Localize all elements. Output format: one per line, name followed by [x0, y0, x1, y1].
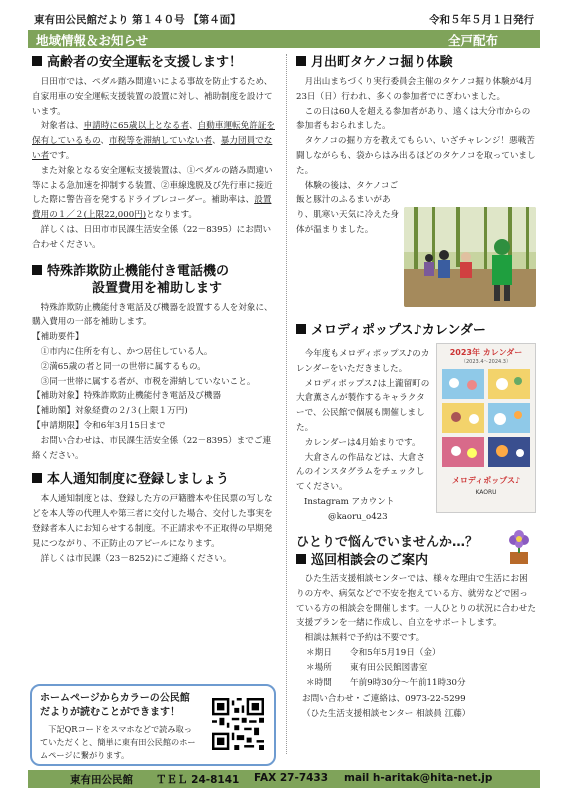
phone-article — [32, 263, 276, 464]
footer-mail[interactable]: mail h-aritak@hita-net.jp — [344, 772, 493, 784]
qr-code[interactable] — [212, 698, 264, 750]
homepage-title-1: ホームページからカラーの公民館 — [40, 693, 190, 704]
flower-icon — [502, 530, 536, 564]
schedule-time: ＊時間 午前9時30分～午前11時30分 — [306, 677, 466, 688]
phone-target: 【補助対象】特殊詐欺防止機能付き電話及び機器 — [32, 391, 222, 402]
safety-p1: 日田市では、ペダル踏み間違いによる事故を防止するため、自家用車の安全運転支援装置の設置に対し、補助制度を設けています。 — [32, 77, 273, 117]
safety-p4: 詳しくは、日田市市民課生活安全係（22－8395）にお問い合わせください。 — [32, 224, 272, 250]
footer-fax: FAX 27-7433 — [254, 772, 329, 784]
phone-amount: 【補助額】対象経費の２/３(上限１万円) — [32, 406, 188, 417]
safety-p3: また対象となる安全運転支援装置は、①ペダルの踏み間違い等による急加速を抑制する装置、②車線逸脱及び先行車に接近した際に警告音を発するドライブレコーダー。補助率は、設置費用の１／２(上限22,000円)となります。 — [32, 165, 273, 221]
calendar-range: （2023.4～2024.3） — [461, 359, 511, 365]
melody-p3: カレンダーは4月始まりです。 — [304, 437, 421, 448]
homepage-desc: 下記QRコードをスマホなどで読み取っていただくと、簡単に東有田公民館のホームページに繋がります。 — [40, 724, 196, 760]
bullet-square-icon — [32, 265, 42, 275]
safety-article — [32, 54, 276, 253]
page-footer — [28, 770, 540, 788]
page-header — [34, 12, 534, 28]
phone-req-2: ②満65歳の者と同一の世帯に属するもの。 — [40, 361, 206, 372]
section-title: 地域情報＆お知らせ — [36, 33, 149, 48]
footer-name: 東有田公民館 — [70, 774, 133, 786]
bullet-square-icon — [32, 56, 42, 66]
footer-tel: ＴＥＬ 24-8141 — [156, 774, 240, 786]
phone-req-label: 【補助要件】 — [32, 332, 84, 343]
homepage-box — [30, 684, 276, 766]
left-column — [32, 54, 276, 566]
notice-article — [32, 471, 276, 566]
calendar-author: KAORU — [475, 489, 497, 496]
schedule-date: ＊期日 令和5年5月19日（金） — [306, 647, 441, 658]
calendar-image — [436, 343, 536, 513]
melody-p1: 今年度もメロディポップス♪のカレンダーをいただきました。 — [296, 349, 430, 374]
consult-p2: 相談は無料で予約は不要です。 — [304, 633, 425, 644]
consult-title: 巡回相談会のご案内 — [296, 552, 536, 569]
phone-contact: お問い合わせは、市民課生活安全係（22－8395）までご連絡ください。 — [32, 435, 272, 461]
melody-p4: 大倉さんの作品などは、大倉さんのインスタグラムをチェックしてください。 — [296, 452, 425, 493]
calendar-illustrations — [442, 369, 530, 469]
bullet-square-icon — [296, 324, 306, 334]
consult-heading: ひとりで悩んでいませんか…？ — [296, 535, 479, 550]
bullet-square-icon — [296, 56, 306, 66]
calendar-brand: メロディポップス♪ — [451, 476, 521, 485]
bamboo-p1: 月出山まちづくり実行委員会主催のタケノコ掘り体験が4月23日（日）行われ、多くの参加者でにぎわいました。 — [296, 77, 533, 102]
phone-title-2: 設置費用を補助します — [92, 280, 223, 296]
column-divider — [286, 54, 287, 754]
melody-p2: メロディポップス♪は上瀧留町の大倉薫さんが製作するキャラクターで、公民館で個展も開催しました。 — [296, 378, 430, 433]
bamboo-p4: 体験の後は、タケノコご飯と豚汁のふるまいがあり、肌寒い天気に冷えた身体が温まりました。 — [296, 180, 400, 235]
consult-article — [296, 534, 536, 722]
insta-id[interactable]: @kaoru_o423 — [328, 511, 388, 522]
phone-deadline: 【申請期限】令和6年3月15日まで — [32, 420, 166, 431]
consult-p1: ひた生活支援相談センターでは、様々な理由で生活にお困りの方や、病気などで不安を抱えている方、就労などで困っている方の相談会を開催します。一人ひとりの状況に合わせた支援プランを一緒に作成し、自立をサポートします。 — [296, 574, 536, 629]
bamboo-title: 月出町タケノコ掘り体験 — [296, 54, 536, 71]
safety-title: 高齢者の安全運転を支援します！ — [32, 54, 276, 71]
bamboo-event-photo — [404, 207, 536, 307]
notice-p1: 本人通知制度とは、登録した方の戸籍謄本や住民票の写しなどを本人等の代理人や第三者に交付した場合、交付した事実を登録者本人にお知らせする制度。不正請求や不正取得の早期発見につながり、不正防止のアピールになります。 — [32, 494, 273, 549]
issue-title: 東有田公民館だより 第１４０号 【第４面】 — [34, 14, 241, 26]
phone-req-3: ③同一世帯に属する者が、市税を滞納していないこと。 — [40, 376, 256, 387]
homepage-title-2: だよりが読むことができます！ — [40, 707, 180, 718]
consult-staff: （ひた生活支援相談センター 相談員 江藤） — [302, 709, 471, 720]
issue-date: 令和５年５月１日発行 — [429, 14, 534, 26]
insta-label: Instagram アカウント — [304, 496, 395, 507]
bamboo-p3: タケノコの掘り方を教えてもらい、いざチャレンジ！悪戦苦闘しながらも、袋からはみ出るほどのタケノコを取っていました。 — [296, 136, 536, 176]
melody-title: メロディポップス♪カレンダー — [296, 322, 536, 339]
safety-p2: 対象者は、申請時に65歳以上となる者、自動車運転免許証を保有しているもの、市税等を滞納していない者、暴力団員でない者です。 — [32, 121, 276, 161]
phone-req-1: ①市内に住所を有し、かつ居住している人。 — [40, 346, 213, 357]
bullet-square-icon — [32, 473, 42, 483]
consult-contact: お問い合わせ・ご連絡は、0973-22-5299 — [302, 694, 466, 705]
phone-p1: 特殊詐欺防止機能付き電話及び機器を設置する人を対象に、購入費用の一部を補助します。 — [32, 302, 273, 328]
notice-p2: 詳しくは市民課（23－8252)にご連絡ください。 — [40, 553, 232, 564]
schedule-place: ＊場所 東有田公民館図書室 — [306, 662, 428, 673]
section-band — [28, 30, 540, 48]
bullet-square-icon — [296, 554, 306, 564]
distribution-label: 全戸配布 — [447, 33, 498, 48]
calendar-year: 2023年 カレンダー — [449, 348, 523, 357]
phone-title: 特殊詐欺防止機能付き電話機の — [32, 263, 276, 280]
notice-title: 本人通知制度に登録しましょう — [32, 471, 276, 488]
bamboo-p2: この日は60人を超える参加者があり、遠くは大分市からの参加者もおられました。 — [296, 106, 531, 132]
